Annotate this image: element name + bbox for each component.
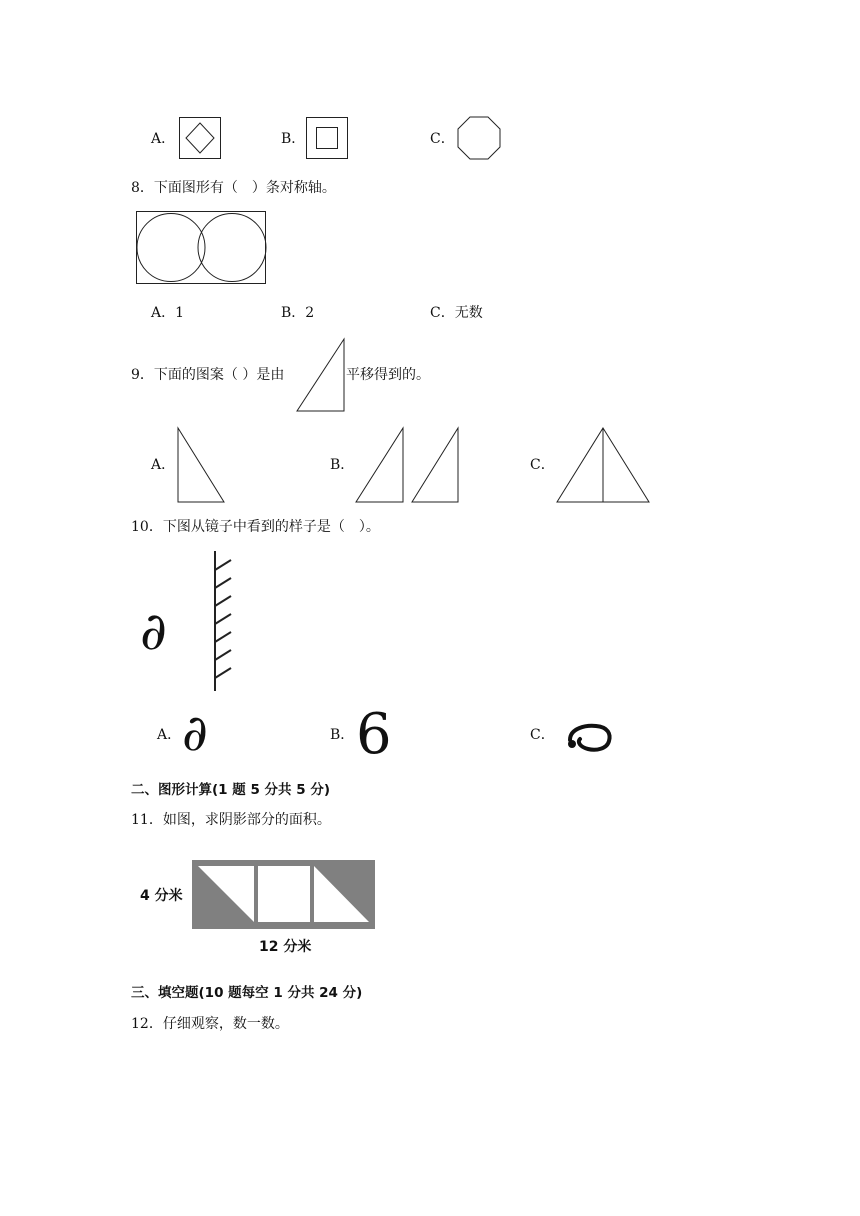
q9-option-a-label: A． [151,457,176,473]
q7-option-b-label: B． [281,131,306,147]
q8-option-c: C．无数 [430,305,483,321]
q9-reference-triangle [296,338,346,412]
q9-option-a-figure [176,427,226,503]
q10-option-a-label: A． [157,727,182,743]
q11-question: 11．如图，求阴影部分的面积。 [131,812,331,828]
q9-option-b-figure [355,427,461,503]
q8-question: 8．下面图形有（ ）条对称轴。 [131,180,336,196]
q10-question: 10．下图从镜子中看到的样子是（ ）。 [131,519,380,535]
q8-figure-rectangle-two-circles [136,211,266,284]
q9-option-c-label: C． [530,457,555,473]
q9-question-prefix: 9．下面的图案（ ）是由 [131,367,285,383]
q10-option-a-glyph: ∂ [182,704,208,762]
q7-option-b-figure [306,117,348,159]
q10-option-b-glyph: 6 [356,702,392,767]
q11-shaded-figure [192,860,376,930]
q11-height-label: 4 分米 [140,888,183,904]
q8-option-b: B．2 [281,305,315,321]
q7-option-a-figure [179,117,221,159]
q11-width-label: 12 分米 [259,939,312,955]
q9-option-c-figure [556,427,650,503]
section3-heading: 三、填空题(10 题每空 1 分共 24 分) [131,985,363,1001]
q10-mirror [210,550,234,692]
q10-option-b-label: B． [330,727,355,743]
q12-question: 12．仔细观察，数一数。 [131,1016,289,1032]
q7-option-c-label: C． [430,131,455,147]
q10-symbol: ∂ [140,602,167,662]
q7-option-a-label: A． [151,131,176,147]
q9-option-b-label: B． [330,457,355,473]
section2-heading: 二、图形计算(1 题 5 分共 5 分) [131,782,331,798]
q9-question-suffix: 平移得到的。 [346,367,430,383]
q10-option-c-label: C． [530,727,555,743]
q10-option-c-figure [564,722,614,754]
q7-option-c-figure [457,116,501,160]
q8-option-a: A．1 [151,305,185,321]
